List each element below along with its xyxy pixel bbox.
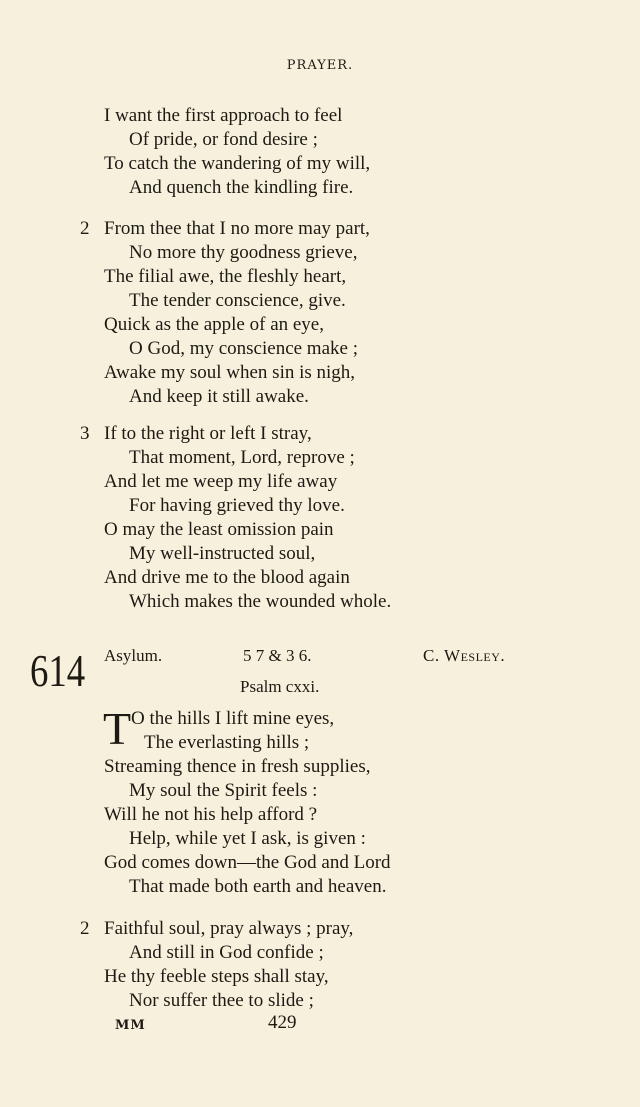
verse-line: God comes down—the God and Lord <box>104 852 391 873</box>
verse-line: For having grieved thy love. <box>129 495 345 516</box>
hymn-number: 614 <box>30 645 86 696</box>
tune-name: Asylum. <box>104 646 163 665</box>
drop-cap: T <box>103 703 132 754</box>
verse-line: And keep it still awake. <box>129 386 309 407</box>
verse-line: O may the least omission pain <box>104 519 334 540</box>
signature-mark: MM <box>115 1018 146 1033</box>
verse-line: And let me weep my life away <box>104 471 338 492</box>
verse-line: The tender conscience, give. <box>129 290 346 311</box>
verse-line: If to the right or left I stray, <box>104 423 312 444</box>
meter: 5 7 & 3 6. <box>243 646 312 665</box>
verse-line: Nor suffer thee to slide ; <box>129 990 314 1011</box>
verse-line: Streaming thence in fresh supplies, <box>104 756 371 777</box>
verse-line: From thee that I no more may part, <box>104 218 370 239</box>
verse-line: The everlasting hills ; <box>144 732 310 753</box>
verse-line: No more thy goodness grieve, <box>129 242 358 263</box>
verse-line: Of pride, or fond desire ; <box>129 129 318 150</box>
author: C. Wesley. <box>423 646 506 665</box>
verse-line: That made both earth and heaven. <box>129 876 387 897</box>
verse-line: Will he not his help afford ? <box>104 804 318 825</box>
verse-line: And quench the kindling fire. <box>129 177 354 198</box>
verse-line: To catch the wandering of my will, <box>104 153 371 174</box>
verse-line: Awake my soul when sin is nigh, <box>104 362 356 383</box>
page-number: 429 <box>268 1012 297 1033</box>
verse-line: O the hills I lift mine eyes, <box>131 708 335 729</box>
verse-line: That moment, Lord, reprove ; <box>129 447 355 468</box>
verse-line: And still in God confide ; <box>129 942 324 963</box>
verse-line: My well-instructed soul, <box>129 543 316 564</box>
verse-line: He thy feeble steps shall stay, <box>104 966 329 987</box>
verse-line: Quick as the apple of an eye, <box>104 314 324 335</box>
psalm-reference: Psalm cxxi. <box>240 677 320 696</box>
verse-number: 2 <box>80 918 90 939</box>
verse-line: My soul the Spirit feels : <box>129 780 318 801</box>
verse-number: 2 <box>80 218 90 239</box>
verse-number: 3 <box>80 423 90 444</box>
verse-line: Help, while yet I ask, is given : <box>129 828 366 849</box>
verse-line: Faithful soul, pray always ; pray, <box>104 918 354 939</box>
verse-line: O God, my conscience make ; <box>129 338 358 359</box>
verse-line: And drive me to the blood again <box>104 567 350 588</box>
verse-line: I want the first approach to feel <box>104 105 343 126</box>
verse-line: The filial awe, the fleshly heart, <box>104 266 347 287</box>
verse-line: Which makes the wounded whole. <box>129 591 392 612</box>
running-head: PRAYER. <box>286 58 354 73</box>
